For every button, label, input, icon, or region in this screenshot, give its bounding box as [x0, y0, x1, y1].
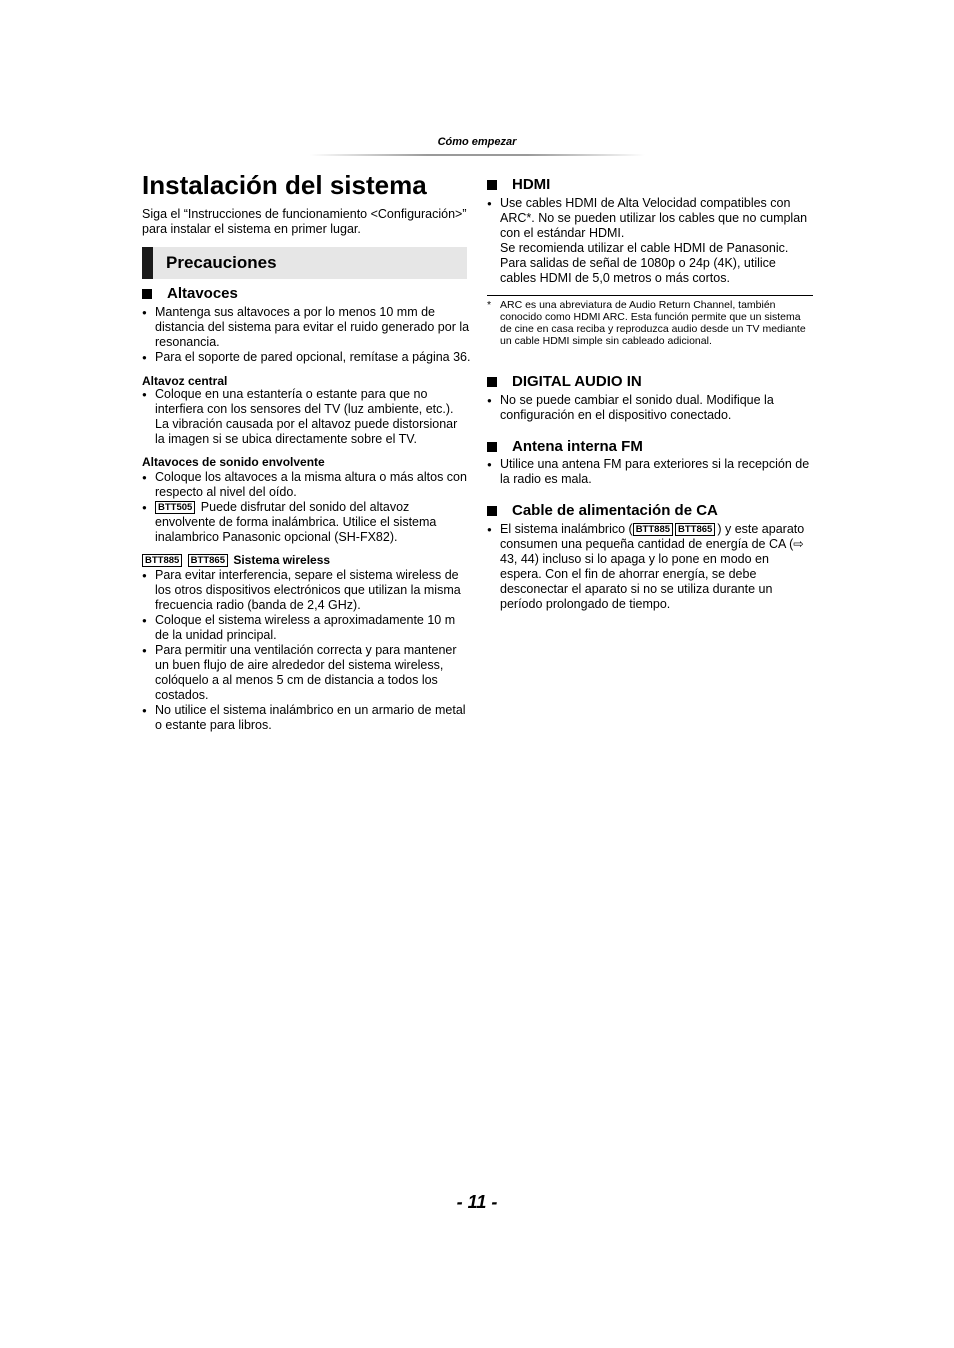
- digital-audio-heading-text: DIGITAL AUDIO IN: [512, 373, 642, 390]
- list-item: ● Para evitar interferencia, separe el sistema wireless de los otros dispositivos electrónicos que utilizan la misma frecuencia radio (banda de 2,4 GHz).: [142, 568, 468, 613]
- envolvente-tag-text: Puede disfrutar del sonido del altavoz envolvente de forma inalámbrica. Utilice el sistema inalambrico Panasonic opcional (SH-FX82).: [155, 500, 437, 544]
- hdmi-bullet-continuation: Se recomienda utilizar el cable HDMI de Panasonic. Para salidas de señal de 1080p o 24p (4K), utilice cables HDMI de 5,0 metros o más cortos.: [500, 241, 789, 285]
- antena-heading: [487, 438, 643, 455]
- section-header: Cómo empezar: [437, 136, 517, 148]
- footnote-mark: *: [487, 299, 492, 311]
- model-tag: BTT885: [142, 554, 182, 567]
- cable-ca-pre: El sistema inalámbrico (: [500, 522, 633, 536]
- page-title: Instalación del sistema: [142, 170, 427, 200]
- cable-ca-heading: [487, 502, 718, 519]
- model-tag: BTT865: [188, 554, 228, 567]
- model-tag: BTT505: [155, 501, 195, 514]
- list-item: ● Mantenga sus altavoces a por lo menos 10 mm de distancia del sistema para evitar el ruido generado por la resonancia.: [142, 305, 472, 350]
- footnote: [487, 299, 813, 347]
- precauciones-band: [142, 247, 467, 279]
- list-item: ● Coloque el sistema wireless a aproximadamente 10 m de la unidad principal.: [142, 613, 468, 643]
- square-bullet-icon: [487, 377, 497, 387]
- wireless-heading: [142, 553, 330, 567]
- list-item: ● Para el soporte de pared opcional, remítase a página 36.: [142, 350, 472, 365]
- digital-audio-heading: [487, 373, 642, 390]
- page-number: - 11 -: [456, 1192, 498, 1212]
- footnote-divider: [487, 295, 813, 296]
- list-item: ● Coloque los altavoces a la misma altura o más altos con respecto al nivel del oído.: [142, 470, 468, 500]
- square-bullet-icon: [142, 289, 152, 299]
- footnote-text: ARC es una abreviatura de Audio Return Channel, también conocido como HDMI ARC. Esta función permite que un sistema de cine en casa reciba y reproduzca audio desde un TV mediante un cable HDMI simple sin cableado adicional.: [500, 299, 806, 347]
- altavoz-central-list: [142, 387, 468, 447]
- digital-audio-list: [487, 393, 813, 423]
- square-bullet-icon: [487, 506, 497, 516]
- antena-list: [487, 457, 813, 487]
- hdmi-bullet-text: Use cables HDMI de Alta Velocidad compatibles con ARC*. No se pueden utilizar los cables que no cumplan con el estándar HDMI.: [500, 196, 808, 240]
- wireless-heading-text: Sistema wireless: [233, 553, 331, 567]
- header-divider: [310, 154, 645, 156]
- cable-ca-post: ) y este aparato consumen una pequeña cantidad de energía de CA (⇨ 43, 44) incluso si lo apaga y lo pone en modo en espera. Con el fin de ahorrar energía, se debe desconectar el aparato si no se utiliza durante un período prolongado de tiempo.: [500, 522, 805, 611]
- list-item: ● Utilice una antena FM para exteriores si la recepción de la radio es mala.: [487, 457, 813, 487]
- list-item: ● No se puede cambiar el sonido dual. Modifique la configuración en el dispositivo conectado.: [487, 393, 813, 423]
- list-item: [487, 196, 813, 286]
- square-bullet-icon: [487, 442, 497, 452]
- list-item: ● Para permitir una ventilación correcta y para mantener un buen flujo de aire alrededor del sistema wireless, colóquelo a al menos 5 cm de distancia a todos los costados.: [142, 643, 468, 703]
- precauciones-title: Precauciones: [166, 253, 277, 272]
- altavoces-heading: [142, 285, 238, 302]
- model-tag: BTT865: [675, 523, 715, 536]
- envolvente-heading: Altavoces de sonido envolvente: [142, 455, 325, 469]
- hdmi-list: [487, 196, 813, 286]
- model-tag: BTT885: [633, 523, 673, 536]
- antena-heading-text: Antena interna FM: [512, 438, 643, 455]
- list-item: ● No utilice el sistema inalámbrico en un armario de metal o estante para libros.: [142, 703, 468, 733]
- list-item: ● Coloque en una estantería o estante para que no interfiera con los sensores del TV (luz ambiente, etc.). La vibración causada por el altavoz puede distorsionar la imagen si se ubica directamente sobre el TV.: [142, 387, 468, 447]
- wireless-list: [142, 568, 468, 733]
- altavoz-central-heading: Altavoz central: [142, 374, 228, 388]
- cable-ca-list: [487, 522, 813, 612]
- hdmi-heading: [487, 176, 550, 193]
- intro-text: Siga el “Instrucciones de funcionamiento <Configuración>” para instalar el sistema en primer lugar.: [142, 207, 467, 236]
- list-item: [487, 522, 813, 612]
- altavoces-heading-text: Altavoces: [167, 285, 238, 302]
- envolvente-list: [142, 470, 468, 545]
- altavoces-list: [142, 305, 472, 365]
- square-bullet-icon: [487, 180, 497, 190]
- cable-ca-heading-text: Cable de alimentación de CA: [512, 502, 718, 519]
- list-item: [142, 500, 468, 545]
- hdmi-heading-text: HDMI: [512, 176, 551, 193]
